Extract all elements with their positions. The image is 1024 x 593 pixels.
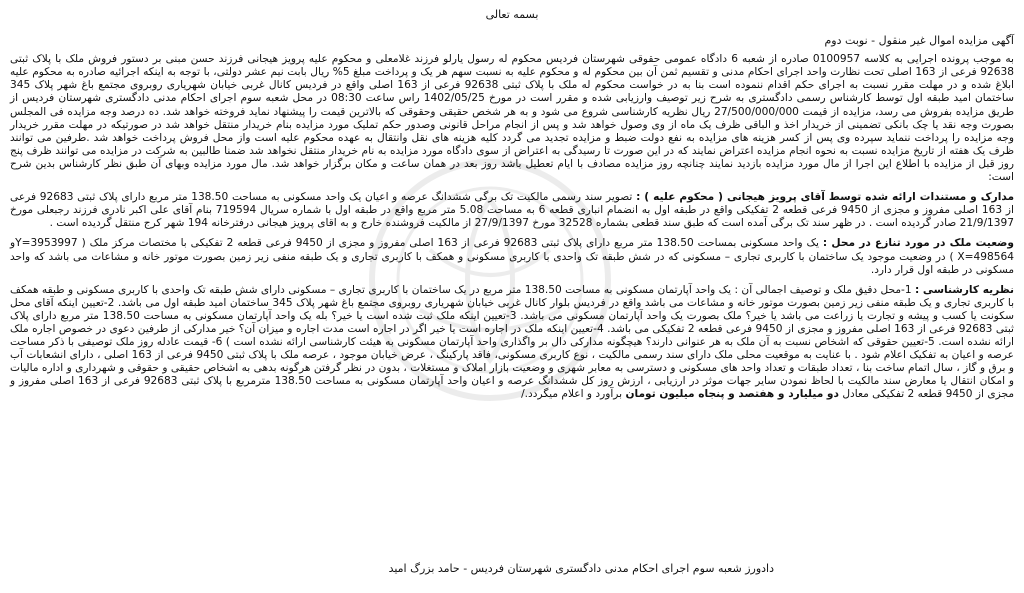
expert-heading: نظریه کارشناسی : bbox=[914, 283, 1014, 296]
intro-paragraph: به موجب پرونده اجرایی به کلاسه 0100957 صادره از شعبه 6 دادگاه عمومی حقوقی شهرستان فردیس محکوم له رسول یارلو فرزند غلامعلی و محکوم علیه پرویز هیجانی فرزند حسن مبنی بر دستور فروش ملک با پلاک ثبتی 92638 فرعی از 163 اصلی تحت نظارت واحد اجرای احکام مدنی و تقسیم ثمن آن بین محکوم له و محکوم علیه به نسبت سهم هر یک و پرداخت مبلغ 5% ریال بابت نیم عشر دولتی، با توجه به اینکه اجرائیه صادره به محکوم علیه ابلاغ شده و در مهلت مقرر نسبت به اجرای حکم اقدام ننموده است بنا به در خواست محکوم له ملک با پلاک ثبتی 92638 فرعی از 163 اصلی واقع در فردیس کانال غربی خیابان شهریاری روبروی مجتمع باغ شهر پلاک 345 ساختمان امید طبقه اول توسط کارشناس رسمی دادگستری به شرح زیر توصیف وارزیابی شده و مقرر است در مورخ 1402/05/25 راس ساعت 08:30 در محل شعبه سوم اجرای احکام مدنی دادگستری شهرستان فردیس از طریق مزایده بفروش می رسد، مزایده از قیمت 27/500/000/000 ریال نظریه کارشناسی شروع می شود و به هر شخص حقیقی وحقوقی که بالاترین قیمت را پیشنهاد نماید فروخته خواهد شد. ده درصد وجه مزایده فی المجلس بصورت وجه نقد یا چک بانکی تضمینی از خریدار اخذ و الباقی ظرف یک ماه از وی وصول خواهد شد و پس از انجام مراحل قانونی وصدور حکم تملیک مورد مزایده بنام خریدار منتقل خواهد شد در صورتیکه در مهلت مقرر خریدار وجه مزایده را پرداخت ننماید سپرده وی پس از کسر هزینه های مزایده به نفع دولت ضبط و مزایده تجدید می گردد کلیه هزینه های نقل وانتقال به عهده محکوم علیه است واز محل فروش پرداخت خواهد شد .طرفین می توانند ظرف یک هفته از تاریخ مزایده نسبت به نحوه انجام مزایده اعتراض نمایند که در این صورت تا رسیدگی به اعتراض از سوی دادگاه مورد مزایده به نام خریدار منتقل نخواهد شد ضمنا طالبین به شرکت در مزایده می توانند ظرف پنج روز قبل از مزایده با اطلاع این اجرا از مال مورد مزایده بازدید نمایند چنانچه روز مزایده مصادف با ایام تعطیل باشد روز بعد در همان ساعت و مکان برگزار خواهد شد. مال مورد مزایده وبهای آن طبق نظر کارشناس بدین شرح است: bbox=[10, 53, 1014, 184]
status-text: یک واحد مسکونی بمساحت 138.50 متر مربع دارای پلاک ثبتی 92683 فرعی از 163 اصلی مفروز و مجزی از 9450 فرعی قطعه 2 تفکیکی با مختصات مرکز ملک ( Y=3953997و X=498564 ) در وضعیت موجود یک ساختمان با کاربری تجاری – مسکونی که در شش طبقه تک واحدی با کاربری مسکونی و همکف با کاربری تجاری و یک طبقه منفی زیر زمین بصورت موتور خانه و مشاعات می باشد که واحد مسکونی در طبقه اول قرار دارد. bbox=[10, 237, 1014, 276]
valuation-amount: دو میلیارد و هفتصد و پنجاه میلیون تومان bbox=[625, 388, 839, 401]
documents-heading: مدارک و مستندات ارائه شده توسط آقای پرویز هیجانی ( محکوم علیه ) : bbox=[636, 191, 1015, 204]
status-paragraph bbox=[10, 237, 1014, 276]
notice-body bbox=[10, 4, 1014, 409]
signature-line: دادورز شعبه سوم اجرای احکام مدنی دادگستری شهرستان فردیس - حامد بزرگ امید bbox=[388, 562, 774, 575]
bismillah-heading: بسمه تعالی bbox=[485, 8, 539, 21]
documents-paragraph bbox=[10, 191, 1014, 230]
notice-title: آگهی مزایده اموال غیر منقول - نوبت دوم bbox=[824, 34, 1014, 48]
documents-text: تصویر سند رسمی مالکیت تک برگی ششدانگ عرصه و اعیان یک واحد مسکونی به مساحت 138.50 متر مربع دارای پلاک ثبتی 92683 فرعی از 163 اصلی مفروز و مجزی از 9450 فرعی قطعه 2 تفکیکی واقع در طبقه اول به انضمام انباری قطعه 6 به مساحت 5.08 متر مربع واقع در طبقه اول با شماره سریال 719594 بنام آقای علی اکبر نادری فرزند رجبعلی مورخ 21/9/1397 صادر گردیده است . در ظهر سند تک برگی آمده است که طبق سند قطعی بشماره 32528 مورخ 27/9/1397 از مالکیت فروشنده خارج و به اقای پرویز هیجانی درفترخانه 194 شهر کرج منتقل گردیده است . bbox=[10, 191, 1014, 230]
expert-tail: برآورد و اعلام میگردد./ bbox=[521, 388, 626, 401]
expert-paragraph bbox=[10, 284, 1014, 402]
expert-text: 1-محل دقیق ملک و توصیف اجمالی آن : یک واحد آپارتمان مسکونی به مساحت 138.50 متر مربع در یک ساختمان با کاربری تجاری – مسکونی دارای شش طبقه تک واحدی با کاربری مسکونی و طبقه همکف با کاربری تجاری و یک طبقه منفی زیر زمین بصورت موتور خانه و مشاعات می باشد واقع در فردیس بلوار کانال غربی خیابان شهریاری روبروی مجتمع باغ شهر پلاک 345 ساختمان امید طبقه اول می باشد. 2-تعیین اینکه آقای محل سکونت یا کسب و پیشه و تجارت یا زراعت می باشد یا خیر؟ ملک بصورت یک واحد آپارتمان مسکونی می باشد. 3-تعیین اینکه ملک ثبت شده است یا خیر؟ بله یک واحد آپارتمان مسکونی به مساحت 138.50 متر مربع دارای پلاک ثبتی 92683 فرعی از 163 اصلی مفروز و مجزی از 9450 فرعی قطعه 2 تفکیکی می باشد. 4-تعیین اینکه ملک در اجاره است یا خیر اگر در اجاره است مدت اجاره و میزان آن؟ خیر مدارکی از طرفین دعوی در خصوص اجاره ملک ارائه نشده است. 5-تعیین حقوقی که اشخاص نسبت به آن ملک به هر عنوانی دارند؟ هیچگونه مدارکی دال بر واگذاری واحد آپارتمان مسکونی به هیئت کارشناسی ارائه نشده است ) 6- قیمت عادله روز ملک توصیفی با ذکر مساحت عرصه و اعیان به تفکیک اعلام شود . با عنایت به موقعیت محلی ملک دارای سند رسمی مالکیت ، نوع کاربری مسکونی، فاقد پارکینگ ، عرض خیابان موجود ، عرصه ملک با پلاک ثبتی 9450 فرعی از 163 اصلی ، دارای انشعابات آب و برق و گاز ، سال اتمام ساخت بنا ، تعداد طبقات و تعداد واحد های مسکونی و دسترسی به معابر شهری و وضعیت بازار املاک و مستغلات ، بدون در نظر گرفتن هرگونه بدهی به اشخاص حقیقی و حقوقی و شهرداری و اداره مالیات و امکان انتقال یا معارض سند مالکیت با لحاظ نمودن سایر جهات موثر در ارزیابی ، ارزش روز کل ششدانگ عرصه و اعیان واحد آپارتمان مسکونی به مساحت 138.50 مترمربع با پلاک ثبتی 92683 فرعی از 163 اصلی مفروز و مجزی از 9450 قطعه 2 تفکیکی معادل bbox=[10, 283, 1015, 401]
status-heading: وضعیت ملک در مورد تنازع در محل : bbox=[822, 237, 1014, 250]
